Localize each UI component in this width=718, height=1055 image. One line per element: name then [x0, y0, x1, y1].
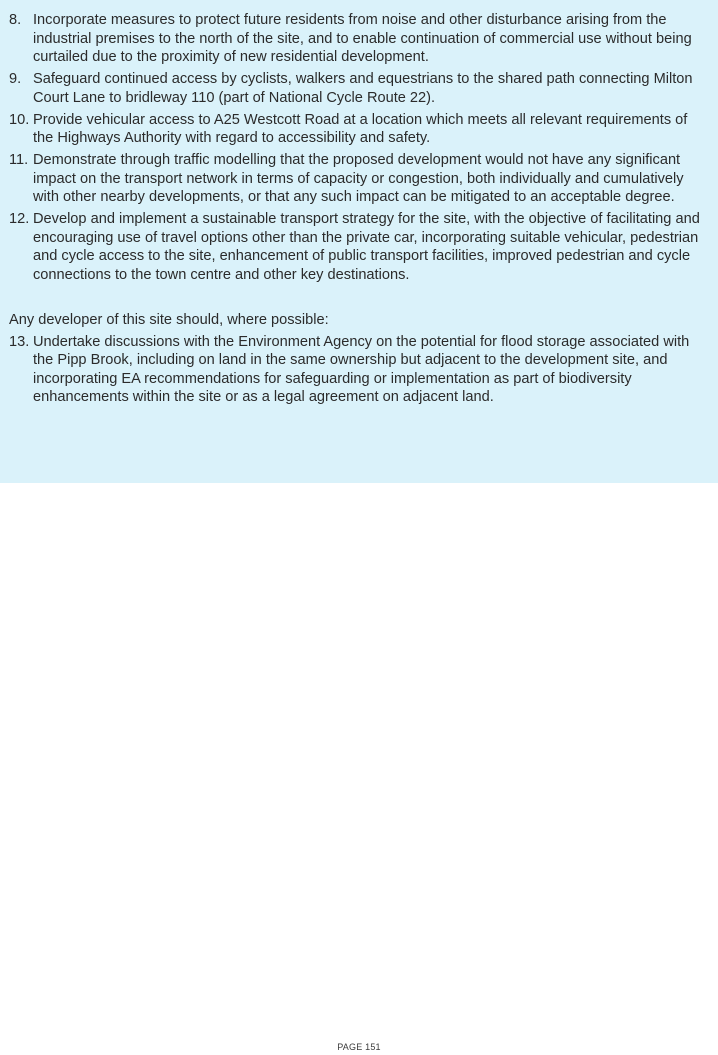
list-item [9, 111, 704, 148]
list-item [9, 70, 704, 107]
item-number: 9. [9, 71, 22, 87]
item-text: Safeguard continued access by cyclists, walkers and equestrians to the shared path connecting Milton Court Lane to bridleway 110 (part of National Cycle Route 22). [33, 71, 693, 106]
item-number: 11. [9, 152, 29, 168]
list-item [9, 151, 704, 207]
item-number: 10. [9, 111, 30, 128]
item-number: 12. [9, 211, 30, 227]
list-item [9, 11, 704, 67]
item-number: 13. [9, 333, 30, 350]
list-item [9, 333, 704, 407]
item-text: Undertake discussions with the Environment Agency on the potential for flood storage associated with the Pipp Brook, including on land in the same ownership but adjacent to the development site, and incorporating EA recommendations for safeguarding or implementation as part of biodiversity enhancements within the site or as a legal agreement on adjacent land. [33, 333, 690, 405]
item-text: Demonstrate through traffic modelling that the proposed development would not have any significant impact on the transport network in terms of capacity or congestion, both individually and cumulatively with other nearby developments, or that any such impact can be mitigated to an acceptable degree. [33, 152, 684, 205]
item-number: 8. [9, 12, 22, 28]
requirements-list-b [9, 333, 704, 407]
item-text: Incorporate measures to protect future residents from noise and other disturbance arising from the industrial premises to the north of the site, and to enable continuation of commercial use without being curtailed due to the proximity of new residential development. [33, 12, 692, 65]
item-text: Provide vehicular access to A25 Westcott Road at a location which meets all relevant requirements of the Highways Authority with regard to accessibility and safety. [33, 111, 688, 146]
policy-requirements-box [0, 0, 718, 483]
page-number: PAGE 151 [337, 1042, 381, 1052]
requirements-list-a [9, 11, 704, 284]
item-text: Develop and implement a sustainable transport strategy for the site, with the objective of facilitating and encouraging use of travel options other than the private car, incorporating suitable vehicular, pedestrian and cycle access to the site, enhancement of public transport facilities, improved pedestrian and cycle connections to the town centre and other key destinations. [33, 211, 700, 283]
intro-paragraph: Any developer of this site should, where possible: [9, 312, 329, 328]
list-item [9, 210, 704, 284]
